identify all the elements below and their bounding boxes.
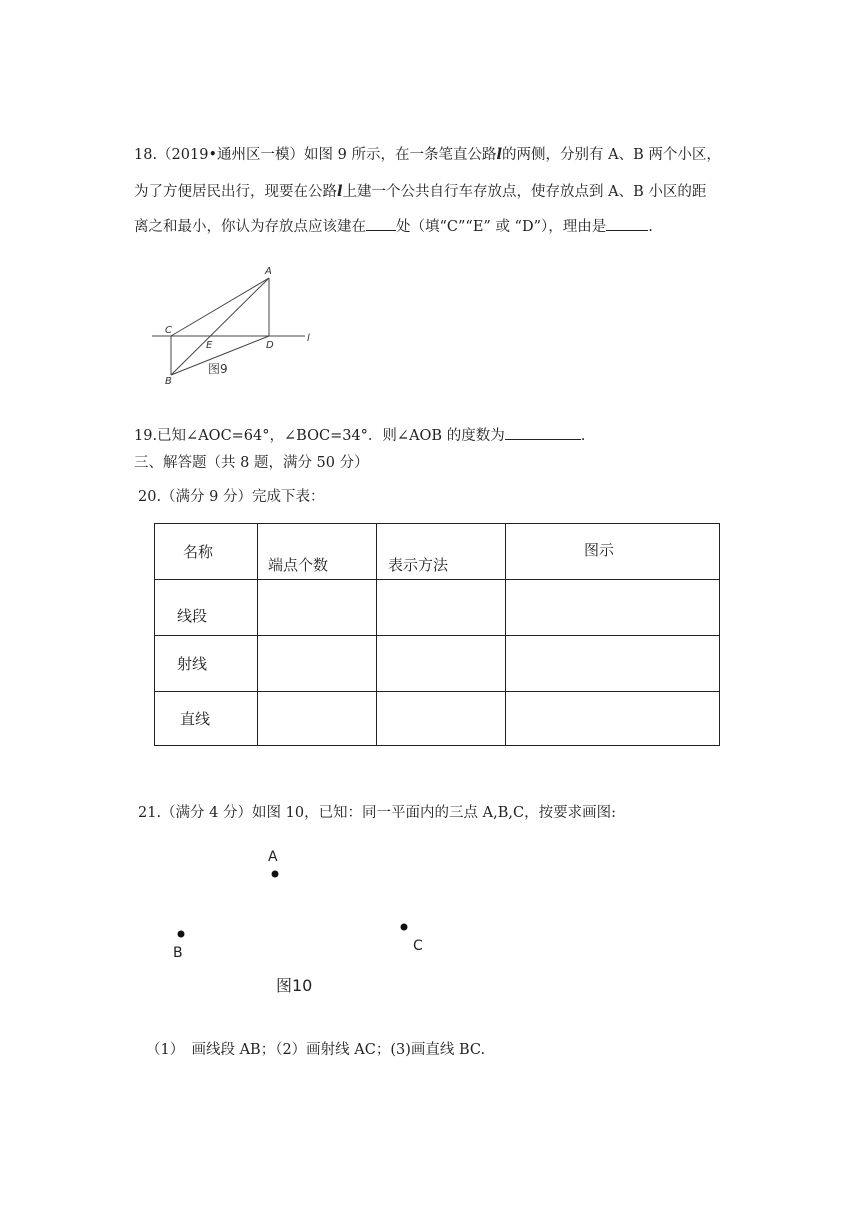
table-row	[155, 580, 720, 636]
figure-10-caption: 图10	[276, 976, 313, 995]
row-label-line: 直线	[155, 692, 258, 746]
segment-ca	[171, 278, 269, 336]
header-notation: 表示方法	[377, 524, 506, 580]
point-b	[178, 931, 185, 938]
header-name: 名称	[155, 524, 258, 580]
header-endpoints: 端点个数	[258, 524, 377, 580]
table-cell[interactable]	[506, 580, 720, 636]
header-diagram: 图示	[506, 524, 720, 580]
table-cell[interactable]	[377, 692, 506, 746]
table-cell[interactable]	[506, 692, 720, 746]
section-title: 三、解答题（共 8 题，满分 50 分）	[134, 455, 369, 471]
point-label-c: C	[165, 325, 172, 336]
row-label-segment: 线段	[155, 580, 258, 636]
table-cell[interactable]	[377, 636, 506, 692]
q20-prompt: 20.（满分 9 分）完成下表：	[138, 489, 325, 505]
point-label-c: C	[413, 938, 423, 954]
table-cell[interactable]	[258, 636, 377, 692]
answer-blank[interactable]	[606, 216, 648, 231]
q21-prompt: 21.（满分 4 分）如图 10，已知：同一平面内的三点 A,B,C，按要求画图:	[138, 805, 616, 821]
figure-9	[140, 262, 320, 392]
segment-ba	[171, 278, 269, 375]
line-label-l: l	[307, 333, 310, 344]
point-a	[272, 871, 279, 878]
q21-task: （1） 画线段 AB；（2）画射线 AC；(3)画直线 BC.	[146, 1042, 486, 1058]
table-header-row	[155, 524, 720, 580]
q18-line-2: 为了方便居民出行，现要在公路l上建一个公共自行车存放点，使存放点到 A、B 小区的距	[134, 183, 707, 200]
table-cell[interactable]	[258, 580, 377, 636]
variable-l: l	[496, 146, 502, 163]
variable-l: l	[337, 183, 343, 200]
table-cell[interactable]	[377, 580, 506, 636]
table-row	[155, 636, 720, 692]
point-label-b: B	[173, 945, 183, 961]
table-cell[interactable]	[506, 636, 720, 692]
point-label-d: D	[266, 340, 274, 351]
q18-line-1: 18.（2019•通州区一模）如图 9 所示，在一条笔直公路l的两侧，分别有 A、B 两个小区，	[134, 146, 721, 163]
figure-9-caption: 图9	[208, 362, 228, 376]
point-c	[401, 924, 408, 931]
table-cell[interactable]	[258, 692, 377, 746]
table-row	[155, 692, 720, 746]
figure-10	[160, 840, 460, 1000]
summary-table	[154, 523, 720, 746]
point-label-a: A	[265, 266, 272, 277]
point-label-e: E	[206, 340, 213, 351]
q19-text: 19.已知∠AOC=64°，∠BOC=34°．则∠AOB 的度数为 .	[134, 424, 585, 445]
row-label-ray: 射线	[155, 636, 258, 692]
answer-blank[interactable]	[366, 216, 396, 231]
point-label-a: A	[268, 849, 278, 865]
answer-blank[interactable]	[505, 425, 581, 440]
q18-line-3: 离之和最小，你认为存放点应该建在 处（填“C”“E” 或 “D”），理由是 .	[134, 215, 653, 236]
point-label-b: B	[165, 376, 172, 387]
